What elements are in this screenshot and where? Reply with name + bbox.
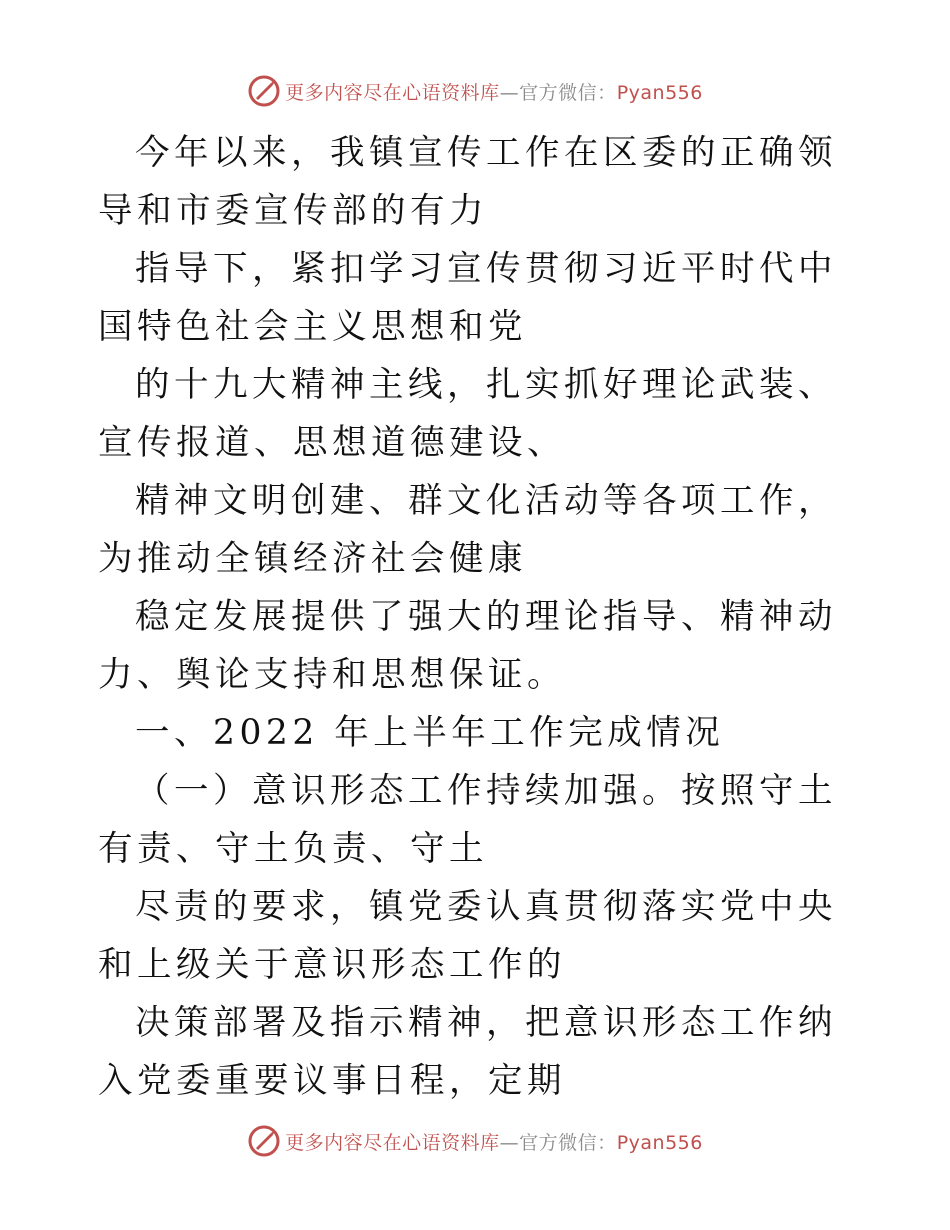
paragraph: 的十九大精神主线，扎实抓好理论武装、宣传报道、思想道德建设、 [98, 365, 837, 463]
paragraph: 精神文明创建、群文化活动等各项工作，为推动全镇经济社会健康 [98, 481, 837, 579]
document-body [98, 124, 858, 1110]
section-heading: 一、2022 年上半年工作完成情况 [135, 713, 725, 753]
header-watermark [0, 71, 950, 111]
watermark-text [285, 1128, 703, 1155]
footer-watermark [0, 1121, 950, 1161]
watermark-official-label: —官方微信： [499, 81, 617, 104]
quill-pen-logo-icon [247, 74, 281, 108]
paragraph: 稳定发展提供了强大的理论指导、精神动力、舆论支持和思想保证。 [98, 597, 837, 695]
quill-pen-logo-icon [247, 1124, 281, 1158]
watermark-official-label: —官方微信： [499, 1131, 617, 1154]
watermark-wechat-id: Pyan556 [616, 81, 703, 104]
paragraph: 决策部署及指示精神，把意识形态工作纳入党委重要议事日程，定期 [98, 1003, 837, 1101]
watermark-wechat-id: Pyan556 [616, 1131, 703, 1154]
paragraph: 指导下，紧扣学习宣传贯彻习近平时代中国特色社会主义思想和党 [98, 249, 837, 347]
watermark-text [285, 78, 703, 105]
paragraph: 尽责的要求，镇党委认真贯彻落实党中央和上级关于意识形态工作的 [98, 887, 837, 985]
paragraph: （一）意识形态工作持续加强。按照守土有责、守土负责、守土 [98, 771, 837, 869]
watermark-site-text: 更多内容尽在心语资料库 [285, 81, 500, 104]
watermark-site-text: 更多内容尽在心语资料库 [285, 1131, 500, 1154]
paragraph: 今年以来，我镇宣传工作在区委的正确领导和市委宣传部的有力 [98, 133, 837, 231]
